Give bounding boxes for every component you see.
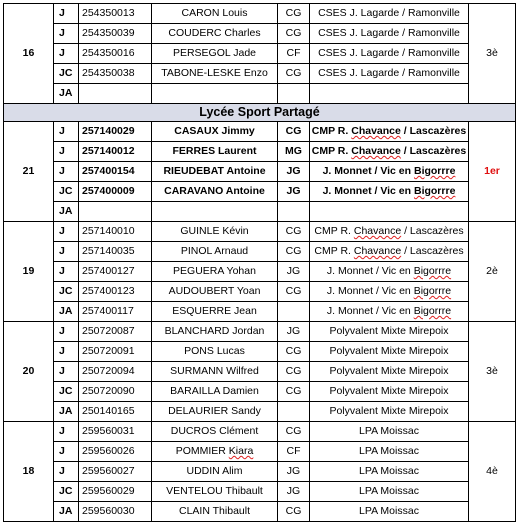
category-cell: CG (278, 222, 310, 242)
player-name-cell: FERRES Laurent (152, 142, 278, 162)
license-cell: 250720090 (79, 382, 152, 402)
table-row (4, 222, 516, 242)
table-row (4, 502, 516, 522)
category-cell (278, 402, 310, 422)
license-cell: 257400117 (79, 302, 152, 322)
category-cell: CG (278, 342, 310, 362)
school-cell (310, 84, 469, 104)
role-cell: J (54, 462, 79, 482)
player-name-cell: BLANCHARD Jordan (152, 322, 278, 342)
player-name-cell: TABONE-LESKE Enzo (152, 64, 278, 84)
school-cell: J. Monnet / Vic en Bigorrre (310, 302, 469, 322)
player-name-cell: AUDOUBERT Yoan (152, 282, 278, 302)
school-cell: CMP R. Chavance / Lascazères (310, 142, 469, 162)
player-name-cell: DUCROS Clément (152, 422, 278, 442)
rank-cell: 1er (469, 122, 516, 222)
license-cell: 259560026 (79, 442, 152, 462)
category-cell: CG (278, 24, 310, 44)
category-cell (278, 84, 310, 104)
rank-cell: 3è (469, 322, 516, 422)
license-cell: 259560031 (79, 422, 152, 442)
license-cell: 254350016 (79, 44, 152, 64)
player-name-cell: CARAVANO Antoine (152, 182, 278, 202)
player-name-cell: CASAUX Jimmy (152, 122, 278, 142)
category-cell: CG (278, 422, 310, 442)
role-cell: JC (54, 482, 79, 502)
role-cell: JA (54, 502, 79, 522)
player-name-cell: COUDERC Charles (152, 24, 278, 44)
player-name-cell: GUINLE Kévin (152, 222, 278, 242)
category-cell: JG (278, 162, 310, 182)
license-cell: 257400154 (79, 162, 152, 182)
category-cell: CG (278, 242, 310, 262)
team-number: 16 (4, 4, 54, 104)
school-cell: LPA Moissac (310, 462, 469, 482)
school-cell: LPA Moissac (310, 482, 469, 502)
category-cell: JG (278, 482, 310, 502)
school-cell: CMP R. Chavance / Lascazères (310, 222, 469, 242)
role-cell: J (54, 342, 79, 362)
license-cell: 250720094 (79, 362, 152, 382)
player-name-cell: SURMANN Wilfred (152, 362, 278, 382)
table-row (4, 64, 516, 84)
school-cell: Polyvalent Mixte Mirepoix (310, 322, 469, 342)
category-cell: JG (278, 262, 310, 282)
rank-cell: 2è (469, 222, 516, 322)
license-cell (79, 84, 152, 104)
role-cell: JC (54, 282, 79, 302)
role-cell: J (54, 162, 79, 182)
table-row (4, 302, 516, 322)
section-header-row (4, 104, 516, 122)
table-row (4, 242, 516, 262)
role-cell: JC (54, 382, 79, 402)
school-cell: CSES J. Lagarde / Ramonville (310, 24, 469, 44)
license-cell: 259560029 (79, 482, 152, 502)
role-cell: JC (54, 182, 79, 202)
role-cell: JA (54, 302, 79, 322)
category-cell: CG (278, 502, 310, 522)
player-name-cell: BARAILLA Damien (152, 382, 278, 402)
license-cell (79, 202, 152, 222)
table-row (4, 282, 516, 302)
table-row (4, 84, 516, 104)
table-row (4, 142, 516, 162)
license-cell: 257400123 (79, 282, 152, 302)
team-number: 20 (4, 322, 54, 422)
school-cell: J. Monnet / Vic en Bigorrre (310, 162, 469, 182)
table-row (4, 362, 516, 382)
table-row (4, 422, 516, 442)
category-cell: CG (278, 282, 310, 302)
license-cell: 254350039 (79, 24, 152, 44)
table-row (4, 322, 516, 342)
school-cell: LPA Moissac (310, 502, 469, 522)
license-cell: 257400127 (79, 262, 152, 282)
category-cell: JG (278, 182, 310, 202)
school-cell: CMP R. Chavance / Lascazères (310, 122, 469, 142)
team-number: 18 (4, 422, 54, 522)
school-cell: CSES J. Lagarde / Ramonville (310, 4, 469, 24)
role-cell: J (54, 242, 79, 262)
school-cell: LPA Moissac (310, 422, 469, 442)
role-cell: JC (54, 64, 79, 84)
player-name-cell (152, 202, 278, 222)
role-cell: J (54, 262, 79, 282)
player-name-cell: RIEUDEBAT Antoine (152, 162, 278, 182)
school-cell: Polyvalent Mixte Mirepoix (310, 382, 469, 402)
table-row (4, 342, 516, 362)
school-cell: LPA Moissac (310, 442, 469, 462)
table-row (4, 462, 516, 482)
table-row (4, 262, 516, 282)
player-name-cell (152, 84, 278, 104)
school-cell: CMP R. Chavance / Lascazères (310, 242, 469, 262)
role-cell: JA (54, 402, 79, 422)
role-cell: J (54, 142, 79, 162)
license-cell: 257140035 (79, 242, 152, 262)
category-cell: CF (278, 442, 310, 462)
category-cell: CG (278, 64, 310, 84)
table-row (4, 402, 516, 422)
player-name-cell: VENTELOU Thibault (152, 482, 278, 502)
table-row (4, 482, 516, 502)
license-cell: 250720087 (79, 322, 152, 342)
player-name-cell: PERSEGOL Jade (152, 44, 278, 64)
player-name-cell: POMMIER Kiara (152, 442, 278, 462)
license-cell: 254350038 (79, 64, 152, 84)
role-cell: J (54, 24, 79, 44)
role-cell: JA (54, 84, 79, 104)
category-cell: CG (278, 382, 310, 402)
license-cell: 259560030 (79, 502, 152, 522)
section-title: Lycée Sport Partagé (4, 104, 516, 122)
license-cell: 250140165 (79, 402, 152, 422)
category-cell: MG (278, 142, 310, 162)
role-cell: J (54, 122, 79, 142)
player-name-cell: CLAIN Thibault (152, 502, 278, 522)
license-cell: 257140029 (79, 122, 152, 142)
role-cell: J (54, 44, 79, 64)
category-cell: CF (278, 44, 310, 64)
player-name-cell: DELAURIER Sandy (152, 402, 278, 422)
table-row (4, 202, 516, 222)
results-table (3, 3, 516, 522)
table-row (4, 382, 516, 402)
player-name-cell: PEGUERA Yohan (152, 262, 278, 282)
category-cell: CG (278, 4, 310, 24)
role-cell: J (54, 222, 79, 242)
school-cell: CSES J. Lagarde / Ramonville (310, 64, 469, 84)
school-cell: Polyvalent Mixte Mirepoix (310, 362, 469, 382)
table-row (4, 182, 516, 202)
role-cell: J (54, 362, 79, 382)
team-number: 21 (4, 122, 54, 222)
table-row (4, 24, 516, 44)
player-name-cell: PINOL Arnaud (152, 242, 278, 262)
category-cell (278, 302, 310, 322)
school-cell: J. Monnet / Vic en Bigorrre (310, 262, 469, 282)
license-cell: 254350013 (79, 4, 152, 24)
team-number: 19 (4, 222, 54, 322)
role-cell: J (54, 422, 79, 442)
table-row (4, 4, 516, 24)
player-name-cell: CARON Louis (152, 4, 278, 24)
table-row (4, 162, 516, 182)
table-row (4, 122, 516, 142)
school-cell: Polyvalent Mixte Mirepoix (310, 402, 469, 422)
license-cell: 257400009 (79, 182, 152, 202)
role-cell: J (54, 322, 79, 342)
player-name-cell: PONS Lucas (152, 342, 278, 362)
school-cell: CSES J. Lagarde / Ramonville (310, 44, 469, 64)
license-cell: 259560027 (79, 462, 152, 482)
school-cell: J. Monnet / Vic en Bigorrre (310, 182, 469, 202)
table-row (4, 442, 516, 462)
player-name-cell: UDDIN Alim (152, 462, 278, 482)
table-row (4, 44, 516, 64)
license-cell: 257140010 (79, 222, 152, 242)
school-cell: Polyvalent Mixte Mirepoix (310, 342, 469, 362)
player-name-cell: ESQUERRE Jean (152, 302, 278, 322)
category-cell: CG (278, 122, 310, 142)
rank-cell: 4è (469, 422, 516, 522)
license-cell: 250720091 (79, 342, 152, 362)
category-cell: JG (278, 462, 310, 482)
category-cell: JG (278, 322, 310, 342)
role-cell: J (54, 442, 79, 462)
school-cell (310, 202, 469, 222)
role-cell: JA (54, 202, 79, 222)
license-cell: 257140012 (79, 142, 152, 162)
rank-cell: 3è (469, 4, 516, 104)
category-cell (278, 202, 310, 222)
school-cell: J. Monnet / Vic en Bigorrre (310, 282, 469, 302)
category-cell: CG (278, 362, 310, 382)
role-cell: J (54, 4, 79, 24)
